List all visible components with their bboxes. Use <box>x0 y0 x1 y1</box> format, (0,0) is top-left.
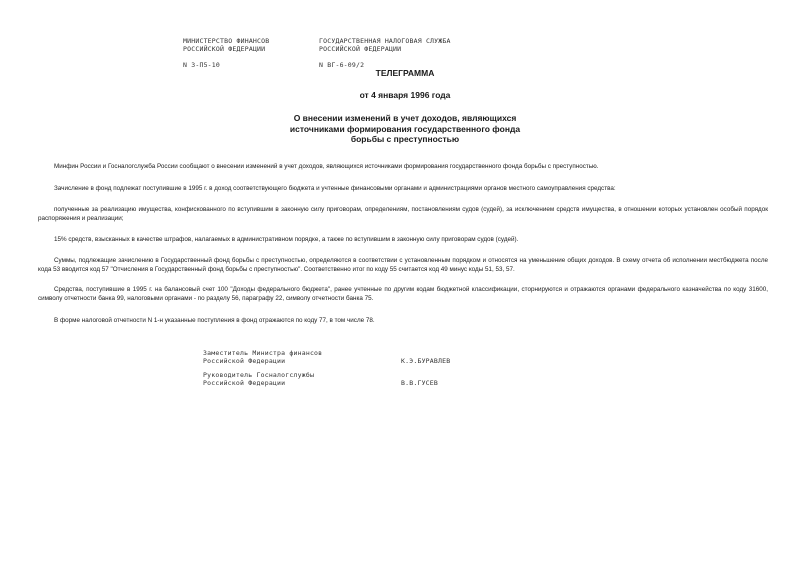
signature-2-position-line1: Руководитель Госналогслужбы <box>203 371 315 379</box>
paragraph-5-text: Суммы, подлежащие зачислению в Государственный фонд борьбы с преступностью, определяются в соответствии с установленным порядком и относятся на уменьшение общих доходов. В схему отчета об исполнении местбюджета после кода 53 вводится код 57 "Отчисления в Государственный фонд борьбы с преступностью". Соответственно итог по коду 55 считается код 49 минус коды 51, 53, 57. <box>38 257 768 273</box>
doc-type: ТЕЛЕГРАММА <box>375 68 435 78</box>
paragraph-3-text: полученные за реализацию имущества, конфискованного по вступившим в законную силу приговорам, определениям, постановлениям судов (судей), за исключением средств имущества, в отношении которых установлен особый порядок распоряжения и реализации; <box>38 206 768 222</box>
issuer-left-line2: РОССИЙСКОЙ ФЕДЕРАЦИИ <box>183 45 266 53</box>
paragraph-2-text: Зачисление в фонд подлежат поступившие в 1995 г. в доход соответствующего бюджета и учтенные финансовыми органами и администрациями органов местного самоуправления средства: <box>54 185 616 192</box>
signature-1-position <box>203 349 322 365</box>
issuer-left-line1: МИНИСТЕРСТВО ФИНАНСОВ <box>183 37 270 45</box>
signature-2-name: В.В.ГУСЕВ <box>401 379 439 387</box>
doc-title-line2: источниками формирования государственного фонда <box>289 123 521 134</box>
issuer-left-number: N 3-П5-10 <box>183 61 221 69</box>
signature-2-position <box>203 371 314 387</box>
doc-title-line3: борьбы с преступностью <box>350 134 460 144</box>
signature-1-position-line1: Заместитель Министра финансов <box>203 349 323 357</box>
issuer-right <box>319 37 451 69</box>
doc-title-line1: О внесении изменений в учет доходов, являющихся <box>293 113 517 123</box>
signature-1-name: К.Э.БУРАВЛЕВ <box>401 357 451 365</box>
paragraph-2 <box>38 184 768 193</box>
paragraph-5 <box>38 256 768 274</box>
doc-date: от 4 января 1996 года <box>359 90 451 100</box>
paragraph-1 <box>38 162 768 171</box>
paragraph-4-text: 15% средств, взысканных в качестве штрафов, налагаемых в административном порядке, а также по вступившим в законную силу приговорам судов (судей). <box>54 236 519 243</box>
issuer-right-line2: РОССИЙСКОЙ ФЕДЕРАЦИИ <box>319 45 402 53</box>
paragraph-4 <box>38 235 768 244</box>
paragraph-7 <box>38 316 768 325</box>
issuer-left <box>183 37 269 69</box>
paragraph-1-text: Минфин России и Госналогслужба России сообщают о внесении изменений в учет доходов, являющихся источниками формирования государственного фонда борьбы с преступностью. <box>54 163 599 170</box>
paragraph-3 <box>38 205 768 223</box>
paragraph-7-text: В форме налоговой отчетности N 1-н указанные поступления в фонд отражаются по коду 77, в том числе 78. <box>54 317 375 324</box>
doc-title <box>250 113 560 145</box>
signature-1-position-line2: Российской Федерации <box>203 357 286 365</box>
issuer-right-number: N ВГ-6-09/2 <box>319 61 365 69</box>
paragraph-6 <box>38 285 768 303</box>
paragraph-6-text: Средства, поступившие в 1995 г. на балансовый счет 100 "Доходы федерального бюджета", ранее учтенные по другим кодам бюджетной классификации, сторнируются и отражаются органами федерального казначейства по коду 31600, символу отчетности банка 99, налоговыми органами - по разделу 56, параграфу 22, символу отчетности банка 75. <box>38 286 768 302</box>
signature-2-position-line2: Российской Федерации <box>203 379 286 387</box>
issuer-right-line1: ГОСУДАРСТВЕННАЯ НАЛОГОВАЯ СЛУЖБА <box>319 37 451 45</box>
